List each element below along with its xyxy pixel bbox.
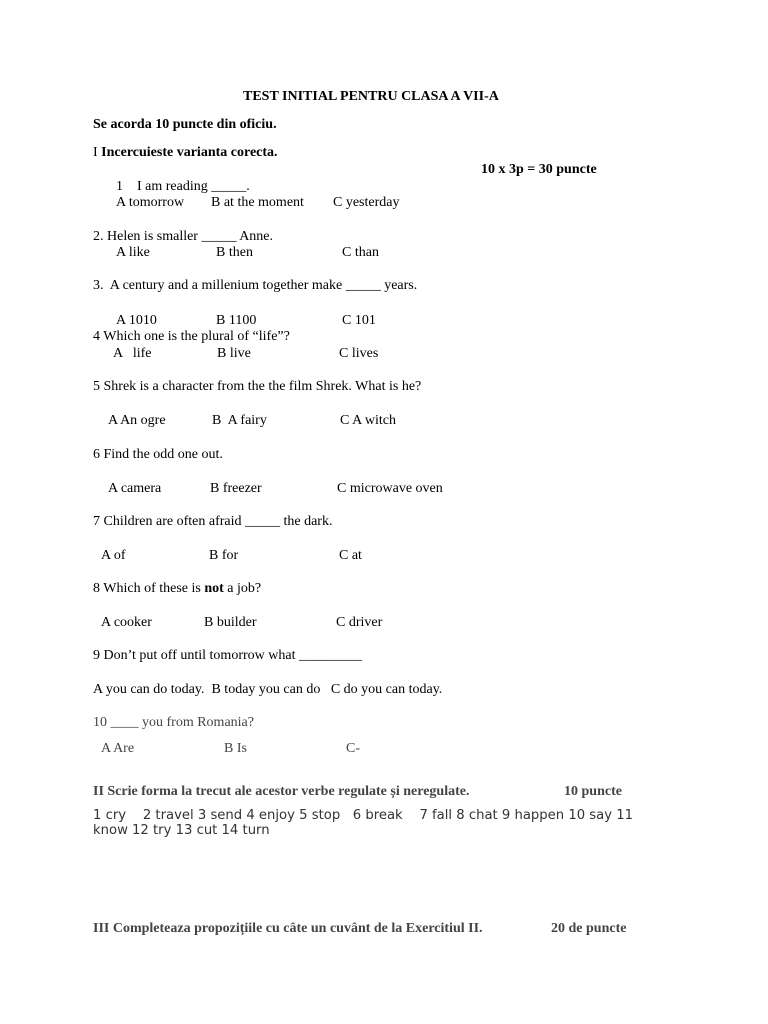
question-9: 9 Don’t put off until tomorrow what _________ [93,648,362,663]
q6-option-c[interactable]: C microwave oven [337,481,443,496]
q10-option-c[interactable]: C- [346,741,360,756]
section3-points: 20 de puncte [551,921,627,936]
q4-option-b[interactable]: B live [217,346,251,361]
q7-option-a[interactable]: A of [101,548,126,563]
question-2: 2. Helen is smaller _____ Anne. [93,229,274,244]
q5-option-b[interactable]: B A fairy [212,413,267,428]
q1-option-b[interactable]: B at the moment [211,195,304,210]
q9-options[interactable]: A you can do today. B today you can do C do you can today. [93,682,443,697]
q3-option-b[interactable]: B 1100 [216,313,257,328]
q8-text-post: a job? [223,581,262,596]
question-8 [93,580,261,597]
question-5: 5 Shrek is a character from the the film Shrek. What is he? [93,379,422,394]
question-7: 7 Children are often afraid _____ the dark. [93,514,333,529]
q2-option-a[interactable]: A like [116,245,150,260]
q1-number: 1 [116,179,123,194]
section2-verbs-line1: 1 cry 2 travel 3 send 4 enjoy 5 stop 6 break 7 fall 8 chat 9 happen 10 say 11 [93,808,634,823]
question-1 [116,178,250,195]
q1-text: I am reading _____. [137,179,250,194]
q7-option-b[interactable]: B for [209,548,239,563]
section1-roman: I [93,145,98,160]
question-6: 6 Find the odd one out. [93,447,223,462]
q8-option-c[interactable]: C driver [336,615,383,630]
q1-option-c[interactable]: C yesterday [333,195,400,210]
section1-points: 10 x 3p = 30 puncte [481,162,597,177]
question-4: 4 Which one is the plural of “life”? [93,329,290,344]
section2-heading: II Scrie forma la trecut ale acestor verbe regulate și neregulate. [93,784,470,799]
section1-heading-text: Incercuieste varianta corecta. [101,145,278,160]
q3-option-a[interactable]: A 1010 [116,313,157,328]
q8-option-b[interactable]: B builder [204,615,257,630]
section2-verbs-line2: know 12 try 13 cut 14 turn [93,823,270,838]
q3-option-c[interactable]: C 101 [342,313,376,328]
q2-option-c[interactable]: C than [342,245,379,260]
section2-points: 10 puncte [564,784,622,799]
section3-heading: III Completeaza propozițiile cu câte un cuvânt de la Exercitiul II. [93,921,483,936]
page-title: TEST INITIAL PENTRU CLASA A VII-A [243,89,499,104]
q6-option-b[interactable]: B freezer [210,481,262,496]
q5-option-a[interactable]: A An ogre [108,413,166,428]
q8-text-bold: not [204,581,224,596]
q1-option-a[interactable]: A tomorrow [116,195,185,210]
q5-option-c[interactable]: C A witch [340,413,397,428]
q7-option-c[interactable]: C at [339,548,362,563]
q8-text-pre: 8 Which of these is [93,581,205,596]
question-10: 10 ____ you from Romania? [93,715,254,730]
q8-option-a[interactable]: A cooker [101,615,152,630]
question-3: 3. A century and a millenium together make _____ years. [93,278,418,293]
q4-option-a[interactable]: A life [113,346,152,361]
intro-text: Se acorda 10 puncte din oficiu. [93,117,277,132]
q6-option-a[interactable]: A camera [108,481,162,496]
q10-option-b[interactable]: B Is [224,741,247,756]
q2-option-b[interactable]: B then [216,245,253,260]
q10-option-a[interactable]: A Are [101,741,135,756]
section1-heading [93,144,278,161]
q4-option-c[interactable]: C lives [339,346,379,361]
